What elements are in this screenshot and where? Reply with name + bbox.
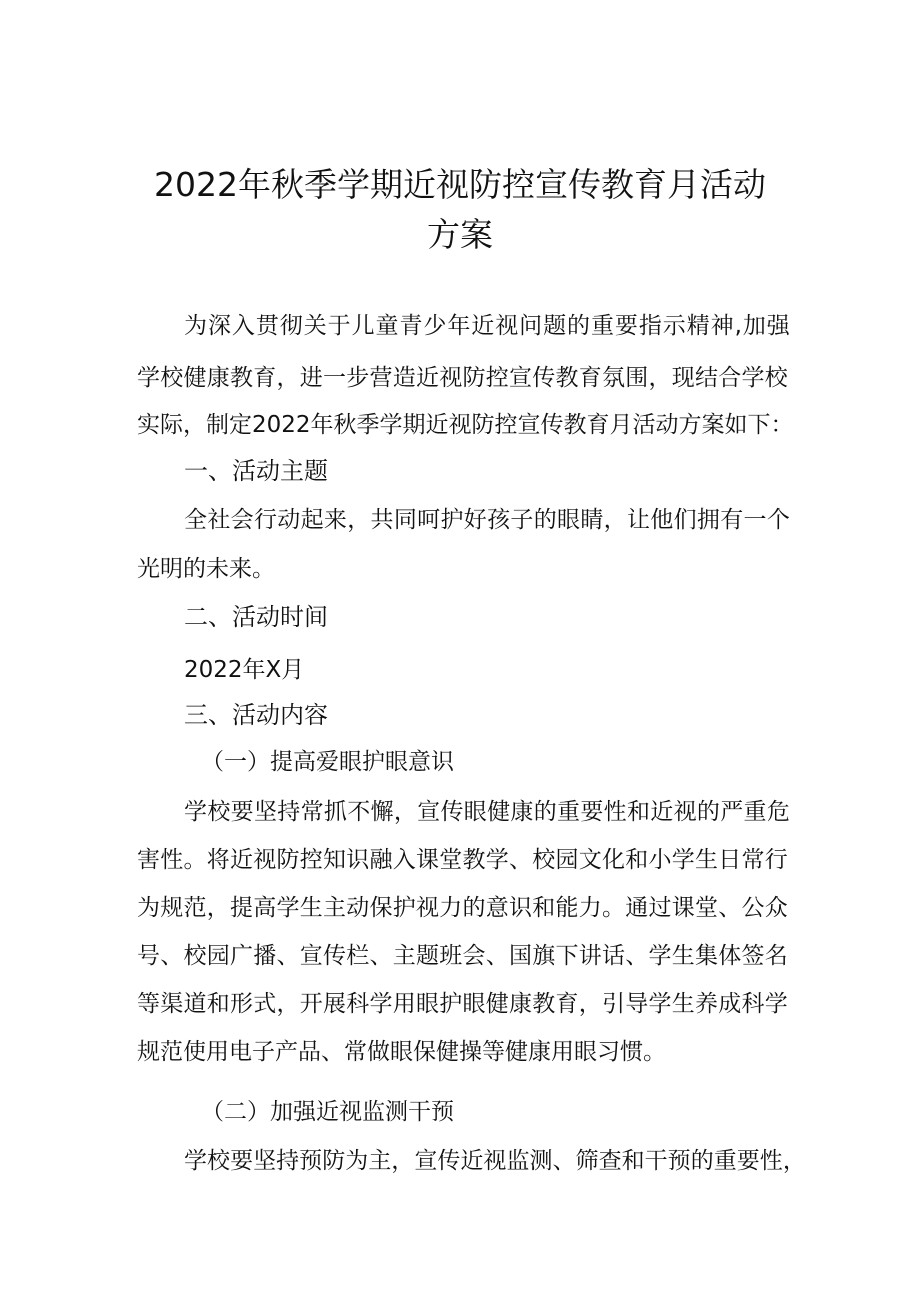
subsection2-heading: （二）加强近视监测干预 <box>201 1099 454 1125</box>
section2-content: 2022年X月 <box>184 657 305 683</box>
subsection1-line-6: 规范使用电子产品、常做眼保健操等健康用眼习惯。 <box>137 1039 666 1065</box>
section2-heading: 二、活动时间 <box>184 604 328 631</box>
document-title-line2: 方案 <box>427 215 493 254</box>
subsection2-line-1: 学 校 要 坚 持 预 防 为 主 ， 宣 传 近 视 监 测 、 筛 查 和 干 预 的 重 要 性 ， <box>184 1148 806 1174</box>
section1-line-1: 全 社 会 行 动 起 来 ， 共 同 呵 护 好 孩 子 的 眼 睛 ， 让 他 们 拥 有 一 个 <box>184 507 790 533</box>
subsection1-line-3: 为 规 范 ， 提 高 学 生 主 动 保 护 视 力 的 意 识 和 能 力 。 通 过 课 堂 、 公 众 <box>137 895 788 921</box>
intro-line-3: 实 际 ， 制 定 2022 年 秋 季 学 期 近 视 防 控 宣 传 教 育 月 活 动 方 案 如 下 ： <box>137 412 794 438</box>
subsection1-line-5: 等 渠 道 和 形 式 ， 开 展 科 学 用 眼 护 眼 健 康 教 育 ， 引 导 学 生 养 成 科 学 <box>137 991 788 1017</box>
subsection1-line-4: 号 、 校 园 广 播 、 宣 传 栏 、 主 题 班 会 、 国 旗 下 讲 话 、 学 生 集 体 签 名 <box>137 943 788 969</box>
section3-heading: 三、活动内容 <box>184 702 328 729</box>
section1-line-2: 光明的未来。 <box>137 556 275 582</box>
intro-line-1: 为 深 入 贯 彻 关 于 儿 童 青 少 年 近 视 问 题 的 重 要 指 示 精 神 , 加 强 <box>184 313 790 339</box>
intro-line-2: 学 校 健 康 教 育 ， 进 一 步 营 造 近 视 防 控 宣 传 教 育 氛 围 ， 现 结 合 学 校 <box>137 365 788 391</box>
section1-heading: 一、活动主题 <box>184 458 328 485</box>
subsection1-heading: （一）提高爱眼护眼意识 <box>201 749 454 775</box>
document-title-line1: 2022年秋季学期近视防控宣传教育月活动 <box>154 165 766 204</box>
subsection1-line-1: 学 校 要 坚 持 常 抓 不 懈 ， 宣 传 眼 健 康 的 重 要 性 和 近 视 的 严 重 危 <box>184 799 790 825</box>
subsection1-line-2: 害 性 。 将 近 视 防 控 知 识 融 入 课 堂 教 学 、 校 园 文 化 和 小 学 生 日 常 行 <box>137 847 788 873</box>
